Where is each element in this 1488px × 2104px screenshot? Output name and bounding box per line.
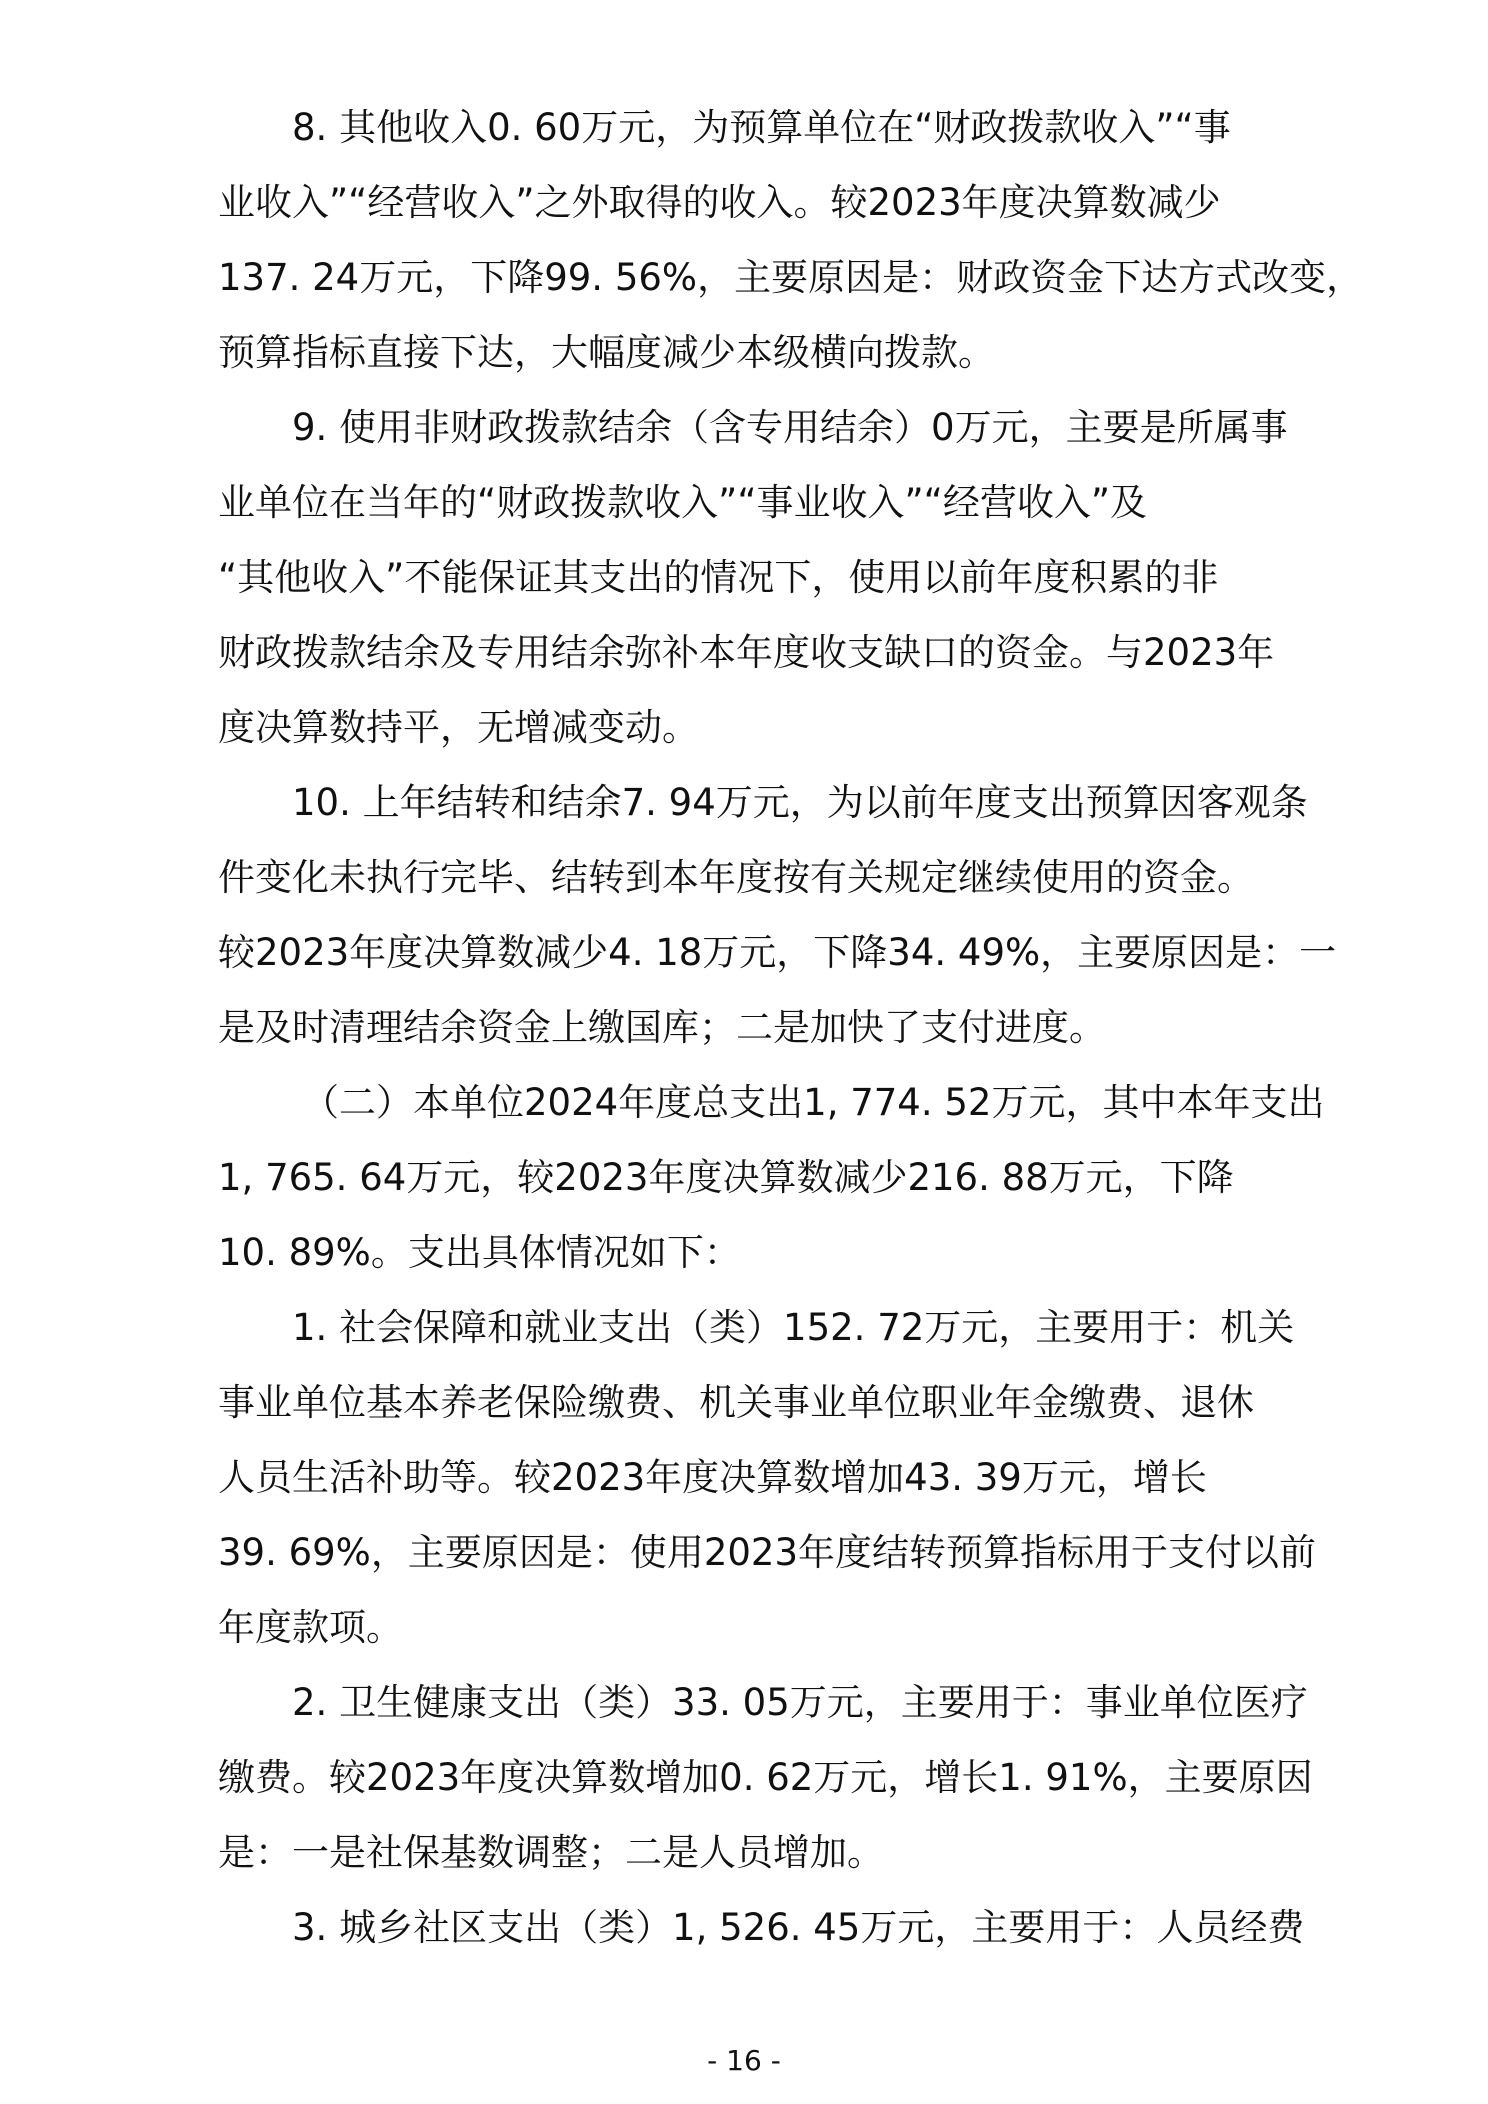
paragraph-line: 10. 上年结转和结余7. 94万元，为以前年度支出预算因客观条 xyxy=(292,781,1308,824)
paragraph-line: 业单位在当年的“财政拨款收入”“事业收入”“经营收入”及 xyxy=(218,481,1148,524)
page-number: - 16 - xyxy=(707,2044,781,2077)
paragraph-line: 预算指标直接下达，大幅度减少本级横向拨款。 xyxy=(218,331,995,374)
paragraph-line: 人员生活补助等。较2023年度决算数增加43. 39万元，增长 xyxy=(218,1456,1207,1499)
paragraph-line: 是：一是社保基数调整；二是人员增加。 xyxy=(218,1831,884,1874)
paragraph-line: 度决算数持平，无增减变动。 xyxy=(218,706,699,749)
paragraph-line: 39. 69%，主要原因是：使用2023年度结转预算指标用于支付以前 xyxy=(218,1531,1317,1574)
paragraph-line: 2. 卫生健康支出（类）33. 05万元，主要用于：事业单位医疗 xyxy=(292,1681,1308,1724)
paragraph-line: 财政拨款结余及专用结余弥补本年度收支缺口的资金。与2023年 xyxy=(218,631,1275,674)
paragraph-line: “其他收入”不能保证其支出的情况下，使用以前年度积累的非 xyxy=(218,556,1219,599)
paragraph-line: 1, 765. 64万元，较2023年度决算数减少216. 88万元，下降 xyxy=(218,1156,1234,1199)
paragraph-line: 3. 城乡社区支出（类）1, 526. 45万元，主要用于：人员经费 xyxy=(292,1906,1305,1949)
section-heading-line: （二）本单位2024年度总支出1, 774. 52万元，其中本年支出 xyxy=(302,1081,1325,1124)
paragraph-line: 是及时清理结余资金上缴国库；二是加快了支付进度。 xyxy=(218,1006,1106,1049)
paragraph-line: 8. 其他收入0. 60万元，为预算单位在“财政拨款收入”“事 xyxy=(292,106,1231,149)
paragraph-line: 较2023年度决算数减少4. 18万元，下降34. 49%，主要原因是：一 xyxy=(218,931,1337,974)
paragraph-line: 137. 24万元，下降99. 56%，主要原因是：财政资金下达方式改变， xyxy=(218,256,1364,299)
paragraph-line: 1. 社会保障和就业支出（类）152. 72万元，主要用于：机关 xyxy=(292,1306,1295,1349)
paragraph-line: 件变化未执行完毕、结转到本年度按有关规定继续使用的资金。 xyxy=(218,856,1254,899)
paragraph-line: 业收入”“经营收入”之外取得的收入。较2023年度决算数减少 xyxy=(218,181,1221,224)
paragraph-line: 9. 使用非财政拨款结余（含专用结余）0万元，主要是所属事 xyxy=(292,406,1288,449)
paragraph-line: 年度款项。 xyxy=(218,1606,403,1649)
paragraph-line: 缴费。较2023年度决算数增加0. 62万元，增长1. 91%，主要原因 xyxy=(218,1756,1313,1799)
paragraph-line: 10. 89%。支出具体情况如下： xyxy=(218,1231,741,1274)
paragraph-line: 事业单位基本养老保险缴费、机关事业单位职业年金缴费、退休 xyxy=(218,1381,1254,1424)
